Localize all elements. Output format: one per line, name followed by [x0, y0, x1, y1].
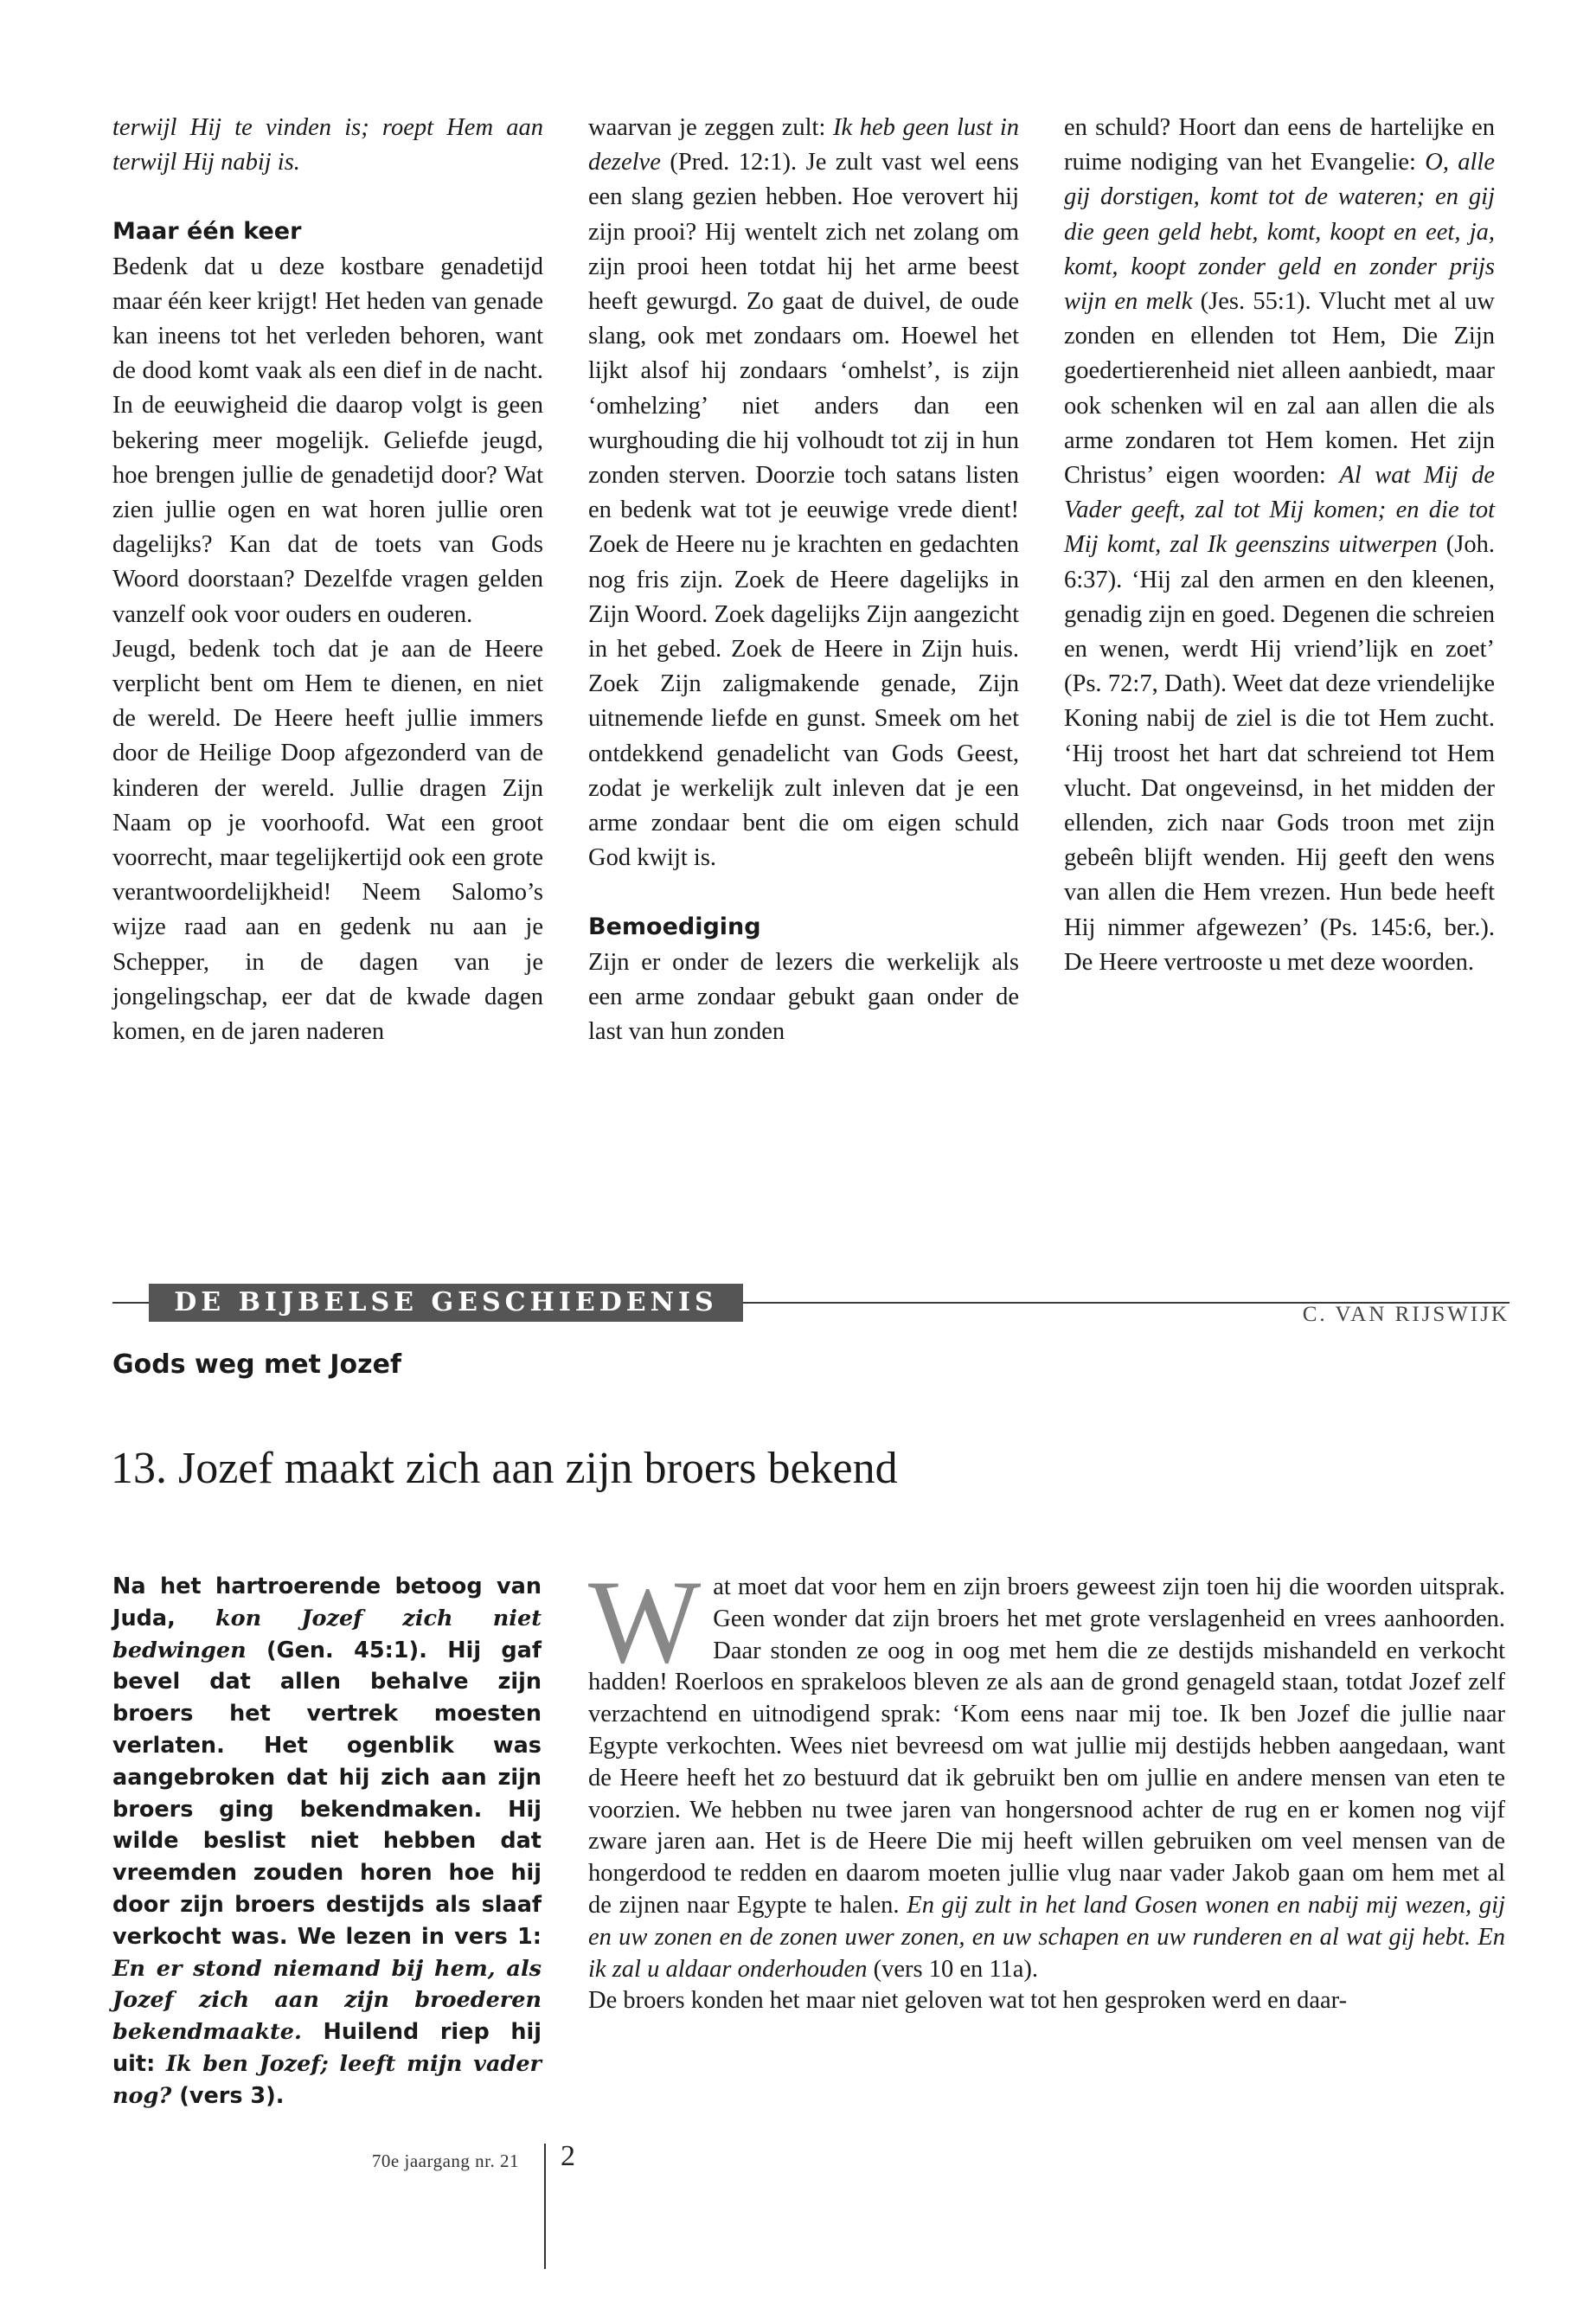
- paragraph: en schuld? Hoort dan eens de hartelijke en ruime nodiging van het Evangelie: O, alle gij dorstigen, komt tot de wateren; en gij die geen geld hebt, komt, koopt en eet, ja, komt, koopt zonder geld en zonder prijs wijn en melk (Jes. 55:1). Vlucht met al uw zonden en ellenden tot Hem, Die Zijn goedertierenheid niet alleen aanbiedt, maar ook schenken wil en zal aan allen die als arme zondaren tot Hem komen. Het zijn Christus’ eigen woorden: Al wat Mij de Vader geeft, zal tot Mij komen; en die tot Mij komt, zal Ik geenszins uitwerpen (Joh. 6:37). ‘Hij zal den armen en den kleenen, genadig zijn en goed. Degenen die schreien en wenen, werdt Hij vriend’lijk en zoet’ (Ps. 72:7, Dath). Weet dat deze vriendelijke Koning nabij de ziel is die tot Hem zucht. ‘Hij troost het hart dat schreiend tot Hem vlucht. Dat ongeveinsd, in het midden der ellenden, zich naar Gods troon met zijn gebeên blijft wenden. Hij geeft den wens van allen die Hem vrezen. Hun bede heeft Hij nimmer afgewezen’ (Ps. 145:6, ber.). De Heere vertrooste u met deze woorden.: [1064, 114, 1496, 976]
- paragraph: Jeugd, bedenk toch dat je aan de Heere verplicht bent om Hem te dienen, en niet de wereld. De Heere heeft jullie immers door de Heilige Doop afgezonderd van de kinderen der wereld. Jullie dragen Zijn Naam op je voorhoofd. Wat een groot voorrecht, maar tegelijkertijd ook een grote verantwoordelijkheid! Neem Salomo’s wijze raad aan en gedenk nu aan je Schepper, in de dagen van je jongelingschap, eer dat de kwade dagen komen, en de jaren naderen: [112, 635, 543, 1046]
- article-body: Wat moet dat voor hem en zijn broers geweest zijn toen hij die woorden uitsprak. Geen wonder dat zijn broers het met grote verslagenheid en vrees aanhoorden. Daar stonden ze oog in oog met hem die ze destijds mishandeld en verkocht hadden! Roerloos en sprakeloos bleven ze als aan de grond genageld staan, totdat Jozef zelf verzachtend en uitnodigend sprak: ‘Kom eens naar mij toe. Ik ben Jozef die jullie naar Egypte verkochten. Wees niet bevreesd om wat jullie mij destijds hebben aangedaan, want de Heere heeft het zo bestuurd dat ik gebruikt ben om jullie en andere mensen van eten te voorzien. We hebben nu twee jaren van hongersnood achter de rug en er komen nog vijf zware jaren aan. Het is de Heere Die mij heeft willen gebruiken om veel mensen van de hongerdood te redden en daarom moeten jullie vlug naar vader Jakob gaan om hem met al de zijnen naar Egypte te halen. En gij zult in het land Gosen wonen en nabij mij wezen, gij en uw zonen en de zonen uwer zonen, en uw schapen en uw runderen en al wat gij hebt. En ik zal u aldaar onderhouden (vers 10 en 11a). De broers konden het maar niet geloven wat tot hen gesproken werd en daar-: [588, 1555, 1505, 2015]
- lead-paragraph: Na het hartroerende betoog van Juda, kon Jozef zich niet bedwingen (Gen. 45:1). Hij gaf bevel dat allen behalve zijn broers het vertrek moesten verlaten. Het ogenblik was aangebroken dat hij zich aan zijn broers ging bekendmaken. Hij wilde beslist niet hebben dat vreemden zouden horen hoe hij door zijn broers destijds als slaaf verkocht was. We lezen in vers 1: En er stond niemand bij hem, als Jozef zich aan zijn broederen bekendmaakte. Huilend riep hij uit: Ik ben Jozef; leeft mijn vader nog? (vers 3).: [112, 1574, 542, 2109]
- paragraph: Bedenk dat u deze kostbare genadetijd maar één keer krijgt! Het heden van genade kan ineens tot het verleden behoren, want de dood komt vaak als een dief in de nacht. In de eeuwigheid die daarop volgt is geen bekering meer mogelijk. Geliefde jeugd, hoe brengen jullie de genadetijd door? Wat zien jullie ogen en wat horen jullie oren dagelijks? Kan dat de toets van Gods Woord doorstaan? Dezelfde vragen gelden vanzelf ook voor ouders en ouderen.: [112, 253, 543, 628]
- issue-info: 70e jaargang nr. 21: [371, 2150, 519, 2171]
- author: C. VAN RIJSWIJK: [1302, 1303, 1509, 1326]
- paragraph: terwijl Hij te vinden is; roept Hem aan terwijl Hij nabij is.: [112, 114, 543, 176]
- article-title: 13. Jozef maakt zich aan zijn broers bekend: [111, 1444, 898, 1493]
- paragraph: waarvan je zeggen zult: Ik heb geen lust in dezelve (Pred. 12:1). Je zult vast wel eens een slang gezien hebben. Hoe verovert hij zijn prooi? Hij wentelt zich net zolang om zijn prooi heen totdat hij het arme beest heeft gewurgd. Zo gaat de duivel, de oude slang, ook met zondaars om. Hoewel het lijkt alsof hij zondaars ‘omhelst’, is zijn ‘omhelzing’ niet anders dan een wurghouding die hij volhoudt tot zij in hun zonden sterven. Doorzie toch satans listen en bedenk wat tot je eeuwige vrede dient! Zoek de Heere nu je krachten en gedachten nog fris zijn. Zoek de Heere dagelijks in Zijn Woord. Zoek dagelijks Zijn aangezicht in het gebed. Zoek de Heere in Zijn huis. Zoek Zijn zaligmakende genade, Zijn uitnemende liefde en gunst. Smeek om het ontdekkend genadelicht van Gods Geest, zodat je werkelijk zult inleven dat je een arme zondaar bent die om eigen schuld God kwijt is.: [588, 114, 1019, 872]
- column-2: [588, 111, 1019, 1049]
- section-heading: Bemoediging: [588, 913, 761, 941]
- section-label: DE BIJBELSE GESCHIEDENIS: [149, 1284, 743, 1322]
- series-subtitle: Gods weg met Jozef: [112, 1349, 402, 1380]
- paragraph: Zijn er onder de lezers die werkelijk als een arme zondaar gebukt gaan onder de last van hun zonden: [588, 948, 1019, 1046]
- page-number: 2: [561, 2140, 575, 2172]
- drop-cap: W: [588, 1555, 702, 1688]
- section-heading: Maar één keer: [112, 218, 302, 246]
- column-3: [1064, 111, 1495, 980]
- column-1: [112, 111, 543, 1049]
- footer-divider: [544, 2144, 546, 2269]
